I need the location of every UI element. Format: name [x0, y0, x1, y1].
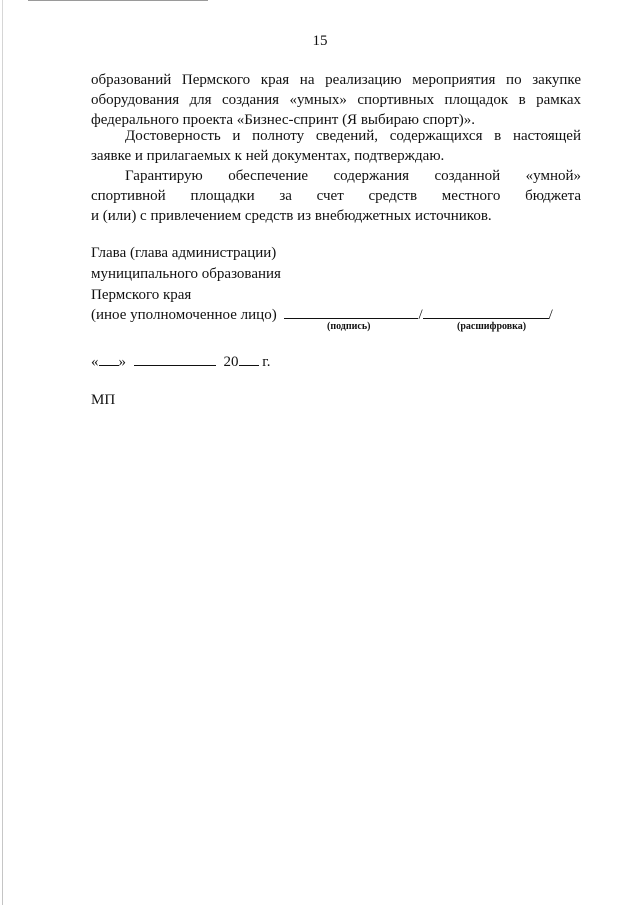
- page-number: 15: [312, 33, 328, 49]
- year-blank[interactable]: [239, 352, 259, 366]
- date-open-quote: «: [91, 354, 99, 370]
- scan-edge-left: [2, 0, 3, 905]
- signature-blank[interactable]: [284, 305, 418, 319]
- paragraph-line: заявке и прилагаемых к ней документах, подтверждаю.: [91, 148, 445, 164]
- date-suffix: г.: [262, 354, 271, 370]
- paragraph-confirmation: [91, 126, 581, 166]
- paragraph-line: спортивной площадки за счет средств местного бюджета: [91, 188, 581, 204]
- date-line: [91, 352, 270, 371]
- caption-decoding: (расшифровка): [457, 321, 527, 332]
- paragraph-guarantee: [91, 166, 581, 226]
- stamp-place-label: МП: [91, 392, 116, 408]
- date-century: 20: [223, 354, 239, 370]
- paragraph-line: и (или) с привлечением средств из внебюджетных источников.: [91, 208, 492, 224]
- signatory-title-line3: Пермского края: [91, 287, 192, 303]
- paragraph-procurement: [91, 70, 581, 130]
- day-blank[interactable]: [99, 352, 119, 366]
- caption-signature: (подпись): [327, 321, 371, 332]
- signatory-title-line2: муниципального образования: [91, 266, 281, 282]
- paragraph-line: федерального проекта «Бизнес-спринт (Я выбираю спорт)».: [91, 112, 476, 128]
- authorized-person-label: (иное уполномоченное лицо): [91, 307, 277, 323]
- separator-slash: /: [548, 307, 553, 323]
- decoding-blank[interactable]: [423, 305, 549, 319]
- month-blank[interactable]: [134, 352, 216, 366]
- paragraph-line: образований Пермского края на реализацию мероприятия по закупке: [91, 72, 581, 88]
- paragraph-line: оборудования для создания «умных» спортивных площадок в рамках: [91, 92, 581, 108]
- scan-edge-top: [28, 0, 208, 1]
- paragraph-line: Гарантирую обеспечение содержания созданной «умной»: [125, 168, 581, 184]
- paragraph-line: Достоверность и полноту сведений, содержащихся в настоящей: [125, 128, 581, 144]
- separator-slash: /: [418, 307, 423, 323]
- signatory-title-line1: Глава (глава администрации): [91, 245, 277, 261]
- date-close-quote: »: [118, 354, 126, 370]
